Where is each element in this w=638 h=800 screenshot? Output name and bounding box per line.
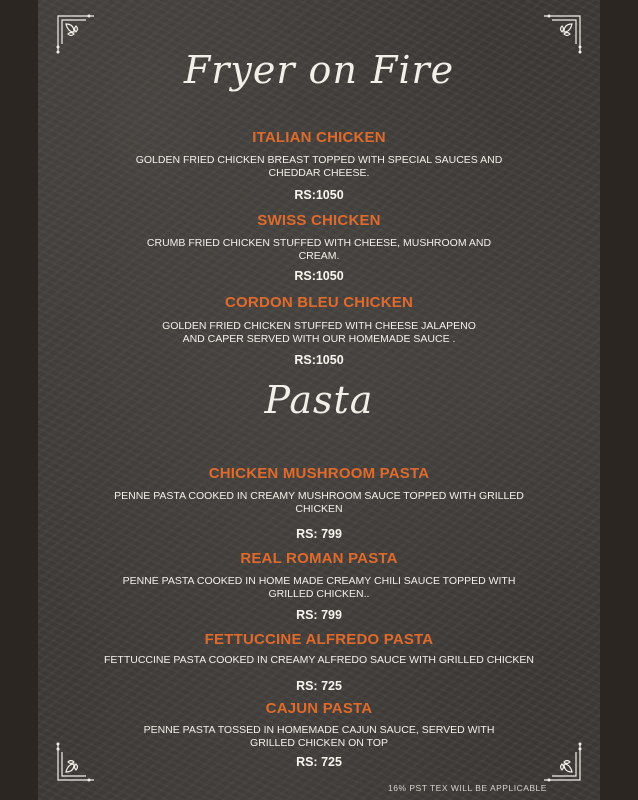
section-title: Fryer on Fire <box>183 48 455 92</box>
item-description: PENNE PASTA COOKED IN CREAMY MUSHROOM SAUCE TOPPED WITH GRILLED CHICKEN <box>114 490 524 515</box>
item-desc-wrap <box>38 490 600 516</box>
tax-note: 16% PST TEX WILL BE APPLICABLE <box>388 783 547 793</box>
item-desc-wrap <box>38 575 600 601</box>
item-desc-wrap <box>38 654 600 667</box>
item-description: FETTUCCINE PASTA COOKED IN CREAMY ALFREDO SAUCE WITH GRILLED CHICKEN <box>104 654 534 666</box>
item-description: GOLDEN FRIED CHICKEN BREAST TOPPED WITH SPECIAL SAUCES AND CHEDDAR CHEESE. <box>135 154 503 179</box>
section-title: Pasta <box>264 378 374 422</box>
item-price: RS: 725 <box>296 755 342 769</box>
item-price: RS:1050 <box>294 188 344 202</box>
item-name: SWISS CHICKEN <box>257 212 381 229</box>
item-name: FETTUCCINE ALFREDO PASTA <box>204 631 434 648</box>
item-description: GOLDEN FRIED CHICKEN STUFFED WITH CHEESE JALAPENO AND CAPER SERVED WITH OUR HOMEMADE SAUCE . <box>162 320 476 345</box>
item-desc-wrap <box>38 320 600 346</box>
item-name: REAL ROMAN PASTA <box>240 550 398 567</box>
item-name: CAJUN PASTA <box>265 700 373 717</box>
left-border <box>0 0 38 800</box>
item-desc-wrap <box>38 154 600 180</box>
item-price: RS: 799 <box>296 527 342 541</box>
item-price: RS:1050 <box>294 269 344 283</box>
item-description: PENNE PASTA COOKED IN HOME MADE CREAMY CHILI SAUCE TOPPED WITH GRILLED CHICKEN.. <box>122 575 516 600</box>
item-name: CORDON BLEU CHICKEN <box>225 294 413 311</box>
item-name: CHICKEN MUSHROOM PASTA <box>208 465 430 482</box>
item-description: PENNE PASTA TOSSED IN HOMEMADE CAJUN SAUCE, SERVED WITH GRILLED CHICKEN ON TOP <box>143 724 495 749</box>
item-price: RS:1050 <box>294 353 344 367</box>
item-name: ITALIAN CHICKEN <box>252 129 386 146</box>
right-border <box>600 0 638 800</box>
item-price: RS: 725 <box>296 679 342 693</box>
item-price: RS: 799 <box>296 608 342 622</box>
item-desc-wrap <box>38 724 600 750</box>
item-description: CRUMB FRIED CHICKEN STUFFED WITH CHEESE, MUSHROOM AND CREAM. <box>146 237 492 262</box>
item-desc-wrap <box>38 237 600 263</box>
